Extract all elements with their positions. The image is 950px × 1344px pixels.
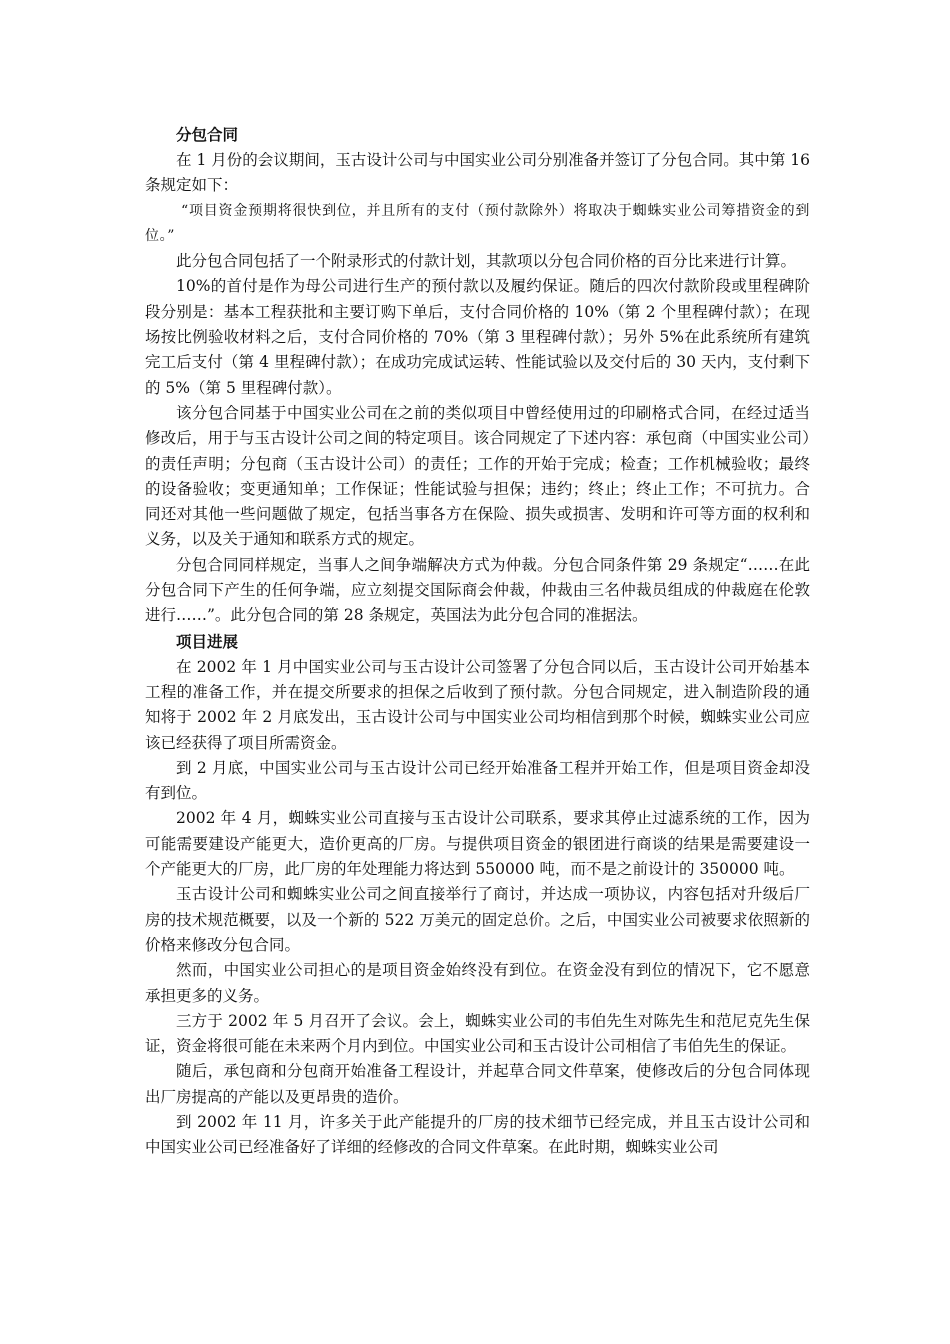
quoted-clause: “项目资金预期将很快到位，并且所有的支付（预付款除外）将取决于蜘蛛实业公司筹措资金的到位。” — [145, 202, 810, 244]
paragraph: 2002 年 4 月，蜘蛛实业公司直接与玉古设计公司联系，要求其停止过滤系统的工作，因为可能需要建设产能更大，造价更高的厂房。与提供项目资金的银团进行商谈的结果是需要建设一个产能更大的厂房，此厂房的年处理能力将达到 550000 吨，而不是之前设计的 350000 吨。 — [145, 809, 810, 879]
paragraph: 分包合同同样规定，当事人之间争端解决方式为仲裁。分包合同条件第 29 条规定“……在此分包合同下产生的任何争端，应立刻提交国际商会仲裁，仲裁由三名仲裁员组成的仲裁庭在伦敦进行……”。此分包合同的第 28 条规定，英国法为此分包合同的准据法。 — [145, 555, 810, 625]
section-heading-subcontract: 分包合同 — [176, 126, 239, 144]
paragraph: 该分包合同基于中国实业公司在之前的类似项目中曾经使用过的印刷格式合同，在经过适当修改后，用于与玉古设计公司之间的特定项目。该合同规定了下述内容：承包商（中国实业公司）的责任声明；分包商（玉古设计公司）的责任；工作的开始于完成；检查；工作机械验收；最终的设备验收；变更通知单；工作保证；性能试验与担保；违约；终止；终止工作；不可抗力。合同还对其他一些问题做了规定，包括当事各方在保险、损失或损害、发明和许可等方面的权利和义务，以及关于通知和联系方式的规定。 — [145, 403, 810, 549]
paragraph: 玉古设计公司和蜘蛛实业公司之间直接举行了商讨，并达成一项协议，内容包括对升级后厂房的技术规范概要，以及一个新的 522 万美元的固定总价。之后，中国实业公司被要求依照新的价格来修改分包合同。 — [145, 885, 810, 954]
paragraph: 此分包合同包括了一个附录形式的付款计划，其款项以分包合同价格的百分比来进行计算。 — [176, 252, 797, 271]
paragraph: 到 2 月底，中国实业公司与玉古设计公司已经开始准备工程并开始工作，但是项目资金却没有到位。 — [145, 758, 810, 803]
paragraph: 在 2002 年 1 月中国实业公司与玉古设计公司签署了分包合同以后，玉古设计公司开始基本工程的准备工作，并在提交所要求的担保之后收到了预付款。分包合同规定，进入制造阶段的通知将于 2002 年 2 月底发出，玉古设计公司与中国实业公司均相信到那个时候，蜘蛛实业公司应该已经获得了项目所需资金。 — [145, 657, 810, 752]
paragraph: 三方于 2002 年 5 月召开了会议。会上，蜘蛛实业公司的韦伯先生对陈先生和范尼克先生保证，资金将很可能在未来两个月内到位。中国实业公司和玉古设计公司相信了韦伯先生的保证。 — [145, 1011, 810, 1056]
document-page — [145, 122, 810, 1161]
paragraph: 10%的首付是作为母公司进行生产的预付款以及履约保证。随后的四次付款阶段或里程碑阶段分别是：基本工程获批和主要订购下单后，支付合同价格的 10%（第 2 个里程碑付款）；在现场按比例验收材料之后，支付合同价格的 70%（第 3 里程碑付款）；另外 5%在此系统所有建筑完工后支付（第 4 里程碑付款）；在成功完成试运转、性能试验以及交付后的 30 天内，支付剩下的 5%（第 5 里程碑付款）。 — [145, 277, 810, 397]
paragraph: 随后，承包商和分包商开始准备工程设计，并起草合同文件草案，使修改后的分包合同体现出厂房提高的产能以及更昂贵的造价。 — [145, 1062, 810, 1106]
paragraph: 然而，中国实业公司担心的是项目资金始终没有到位。在资金没有到位的情况下，它不愿意承担更多的义务。 — [145, 961, 810, 1005]
paragraph: 在 1 月份的会议期间，玉古设计公司与中国实业公司分别准备并签订了分包合同。其中第 16 条规定如下： — [145, 151, 810, 195]
section-heading-project-progress: 项目进展 — [176, 632, 239, 651]
paragraph: 到 2002 年 11 月，许多关于此产能提升的厂房的技术细节已经完成，并且玉古设计公司和中国实业公司已经准备好了详细的经修改的合同文件草案。在此时期，蜘蛛实业公司 — [145, 1112, 810, 1157]
